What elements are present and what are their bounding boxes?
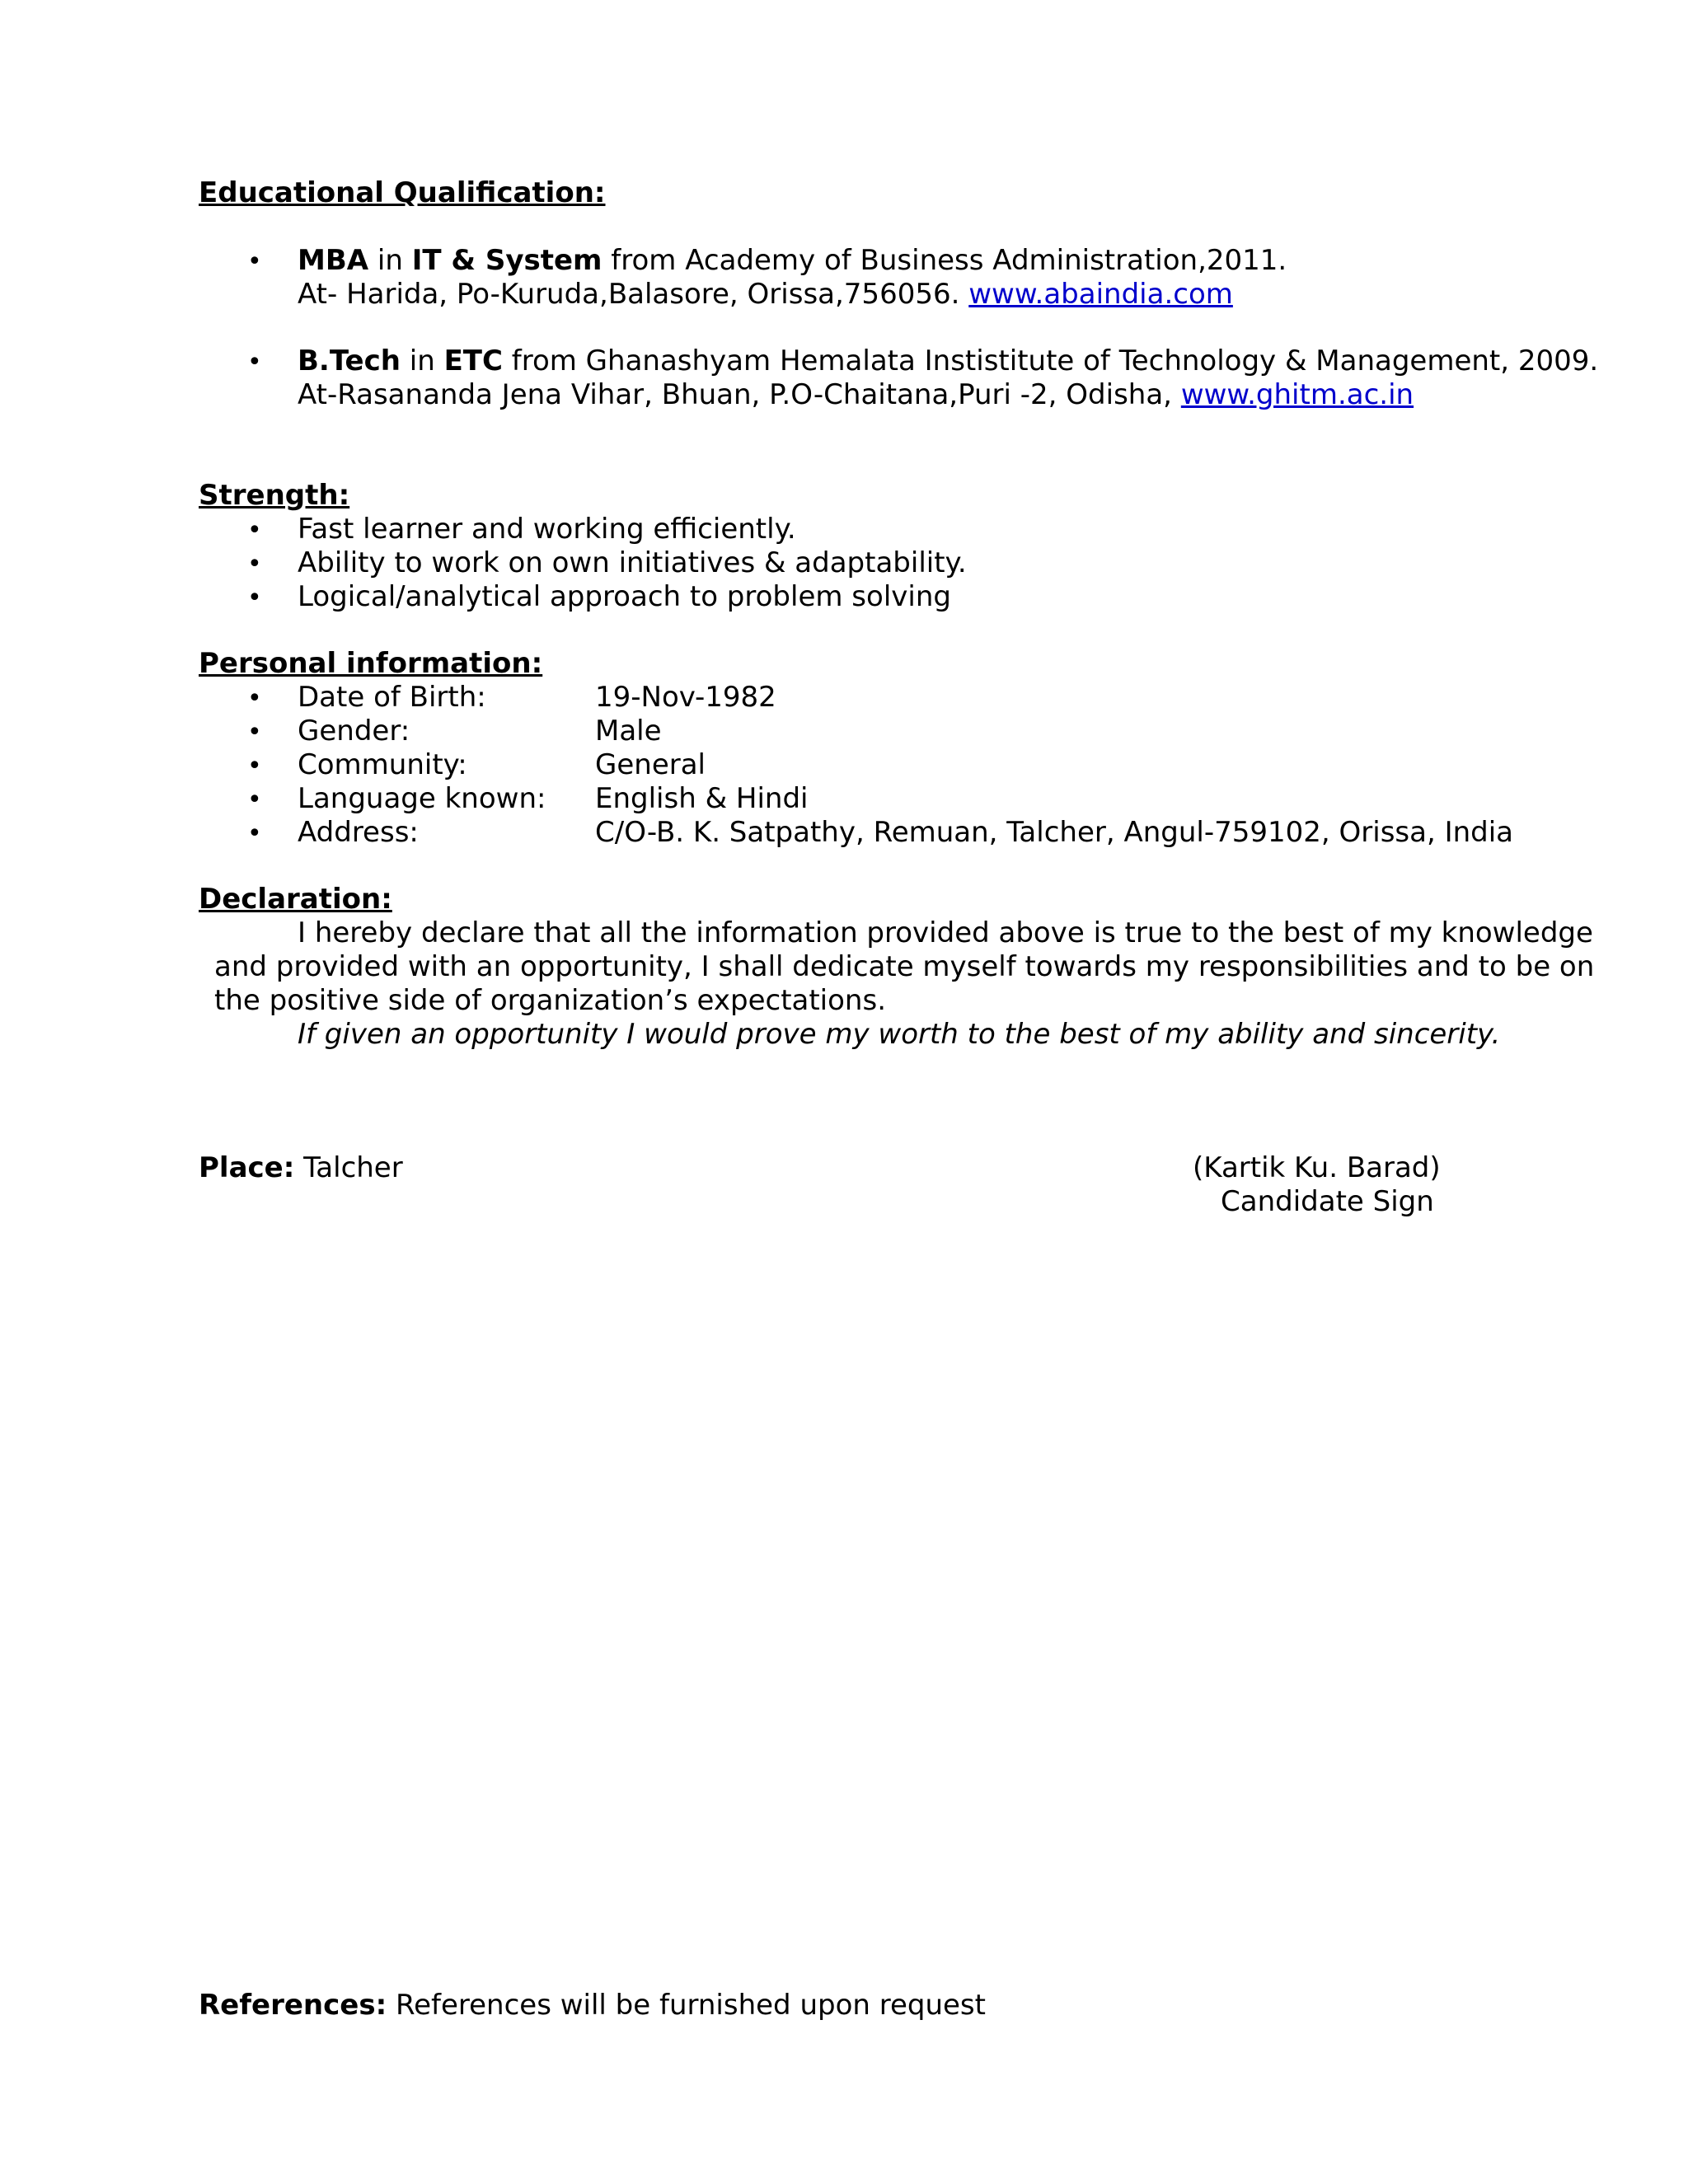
personal-label: Date of Birth: bbox=[298, 681, 486, 714]
personal-label: Community: bbox=[298, 748, 467, 781]
institution-link[interactable]: www.abaindia.com bbox=[968, 278, 1233, 311]
personal-value: C/O-B. K. Satpathy, Remuan, Talcher, Angul-759102, Orissa, India bbox=[595, 816, 1514, 849]
degree-field: IT & System bbox=[411, 244, 603, 277]
personal-value: Male bbox=[595, 715, 662, 748]
declaration-text: I hereby declare that all the information provided above is true to the best of my knowledge bbox=[298, 916, 1593, 949]
bullet-icon: • bbox=[247, 550, 262, 579]
references-line bbox=[199, 1989, 986, 2022]
place-line bbox=[199, 1151, 403, 1184]
place-label: Place: bbox=[199, 1151, 295, 1184]
education-address-btech bbox=[298, 378, 1414, 411]
education-heading: Educational Qualification: bbox=[199, 176, 606, 209]
strength-item: Logical/analytical approach to problem solving bbox=[298, 580, 951, 613]
declaration-text: and provided with an opportunity, I shall dedicate myself towards my responsibilities and to be on bbox=[214, 950, 1595, 983]
education-address-mba bbox=[298, 278, 1233, 311]
institution-address: At-Rasananda Jena Vihar, Bhuan, P.O-Chaitana,Puri -2, Odisha, bbox=[298, 378, 1172, 411]
personal-label: Address: bbox=[298, 816, 419, 849]
bullet-icon: • bbox=[247, 516, 262, 545]
references-value: References will be furnished upon request bbox=[395, 1989, 986, 2022]
degree-name: B.Tech bbox=[298, 344, 401, 377]
personal-value: 19-Nov-1982 bbox=[595, 681, 776, 714]
bullet-icon: • bbox=[247, 752, 262, 780]
degree-institution: from Academy of Business Administration,2011. bbox=[611, 244, 1287, 277]
institution-link[interactable]: www.ghitm.ac.in bbox=[1180, 378, 1414, 411]
signature-name: (Kartik Ku. Barad) bbox=[1193, 1151, 1441, 1184]
degree-field: ETC bbox=[443, 344, 503, 377]
personal-label: Language known: bbox=[298, 782, 546, 815]
declaration-closing: If given an opportunity I would prove my worth to the best of my ability and sincerity. bbox=[298, 1018, 1501, 1051]
bullet-icon: • bbox=[247, 785, 262, 814]
degree-in: in bbox=[377, 244, 403, 277]
bullet-icon: • bbox=[247, 247, 262, 276]
institution-address: At- Harida, Po-Kuruda,Balasore, Orissa,756056. bbox=[298, 278, 960, 311]
education-item-mba bbox=[298, 244, 1287, 277]
bullet-icon: • bbox=[247, 819, 262, 848]
references-label: References: bbox=[199, 1989, 387, 2022]
degree-in: in bbox=[409, 344, 435, 377]
bullet-icon: • bbox=[247, 348, 262, 377]
personal-heading: Personal information: bbox=[199, 647, 543, 680]
bullet-icon: • bbox=[247, 684, 262, 713]
bullet-icon: • bbox=[247, 718, 262, 747]
place-value: Talcher bbox=[303, 1151, 403, 1184]
personal-value: English & Hindi bbox=[595, 782, 809, 815]
signature-caption: Candidate Sign bbox=[1221, 1185, 1434, 1218]
strength-item: Ability to work on own initiatives & adaptability. bbox=[298, 546, 967, 579]
bullet-icon: • bbox=[247, 583, 262, 612]
declaration-text: the positive side of organization’s expectations. bbox=[214, 984, 887, 1017]
strength-heading: Strength: bbox=[199, 479, 350, 512]
declaration-heading: Declaration: bbox=[199, 883, 392, 916]
strength-item: Fast learner and working efficiently. bbox=[298, 513, 796, 546]
personal-label: Gender: bbox=[298, 715, 410, 748]
degree-institution: from Ghanashyam Hemalata Instistitute of Technology & Management, 2009. bbox=[511, 344, 1599, 377]
education-item-btech bbox=[298, 344, 1598, 377]
personal-value: General bbox=[595, 748, 706, 781]
degree-name: MBA bbox=[298, 244, 369, 277]
